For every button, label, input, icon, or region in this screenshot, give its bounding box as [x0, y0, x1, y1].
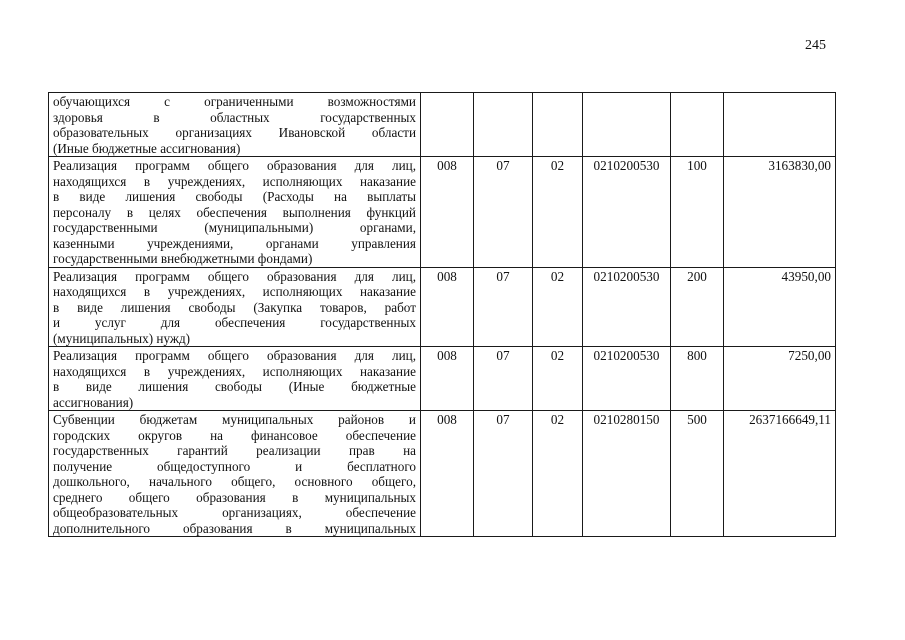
description-cell: [49, 411, 421, 537]
description-line: казенными учреждениями, органами управления: [53, 235, 416, 251]
section-code-cell: 07: [474, 411, 533, 537]
description-line: Реализация программ общего образования для лиц,: [53, 268, 416, 284]
description-line: персоналу в целях обеспечения выполнения функций: [53, 204, 416, 220]
expense-type-cell: 800: [671, 347, 724, 411]
subsection-code-cell: 02: [533, 411, 583, 537]
section-code-cell: 07: [474, 157, 533, 268]
description-line: находящихся в учреждениях, исполняющих наказание: [53, 363, 416, 379]
table-row: [49, 347, 836, 411]
description-line: общеобразовательных организациях, обеспечение: [53, 505, 416, 520]
description-line: Реализация программ общего образования для лиц,: [53, 158, 416, 173]
description-line: здоровья в областных государственных: [53, 109, 416, 125]
amount-cell: 2637166649,11: [724, 411, 836, 537]
expense-type-cell: 200: [671, 267, 724, 347]
ministry-code-cell: [421, 93, 474, 157]
subsection-code-cell: 02: [533, 347, 583, 411]
description-line: находящихся в учреждениях, исполняющих наказание: [53, 173, 416, 189]
target-article-cell: [583, 93, 671, 157]
description-line: городских округов на финансовое обеспечение: [53, 427, 416, 443]
description-line: ассигнования): [53, 394, 134, 410]
subsection-code-cell: 02: [533, 267, 583, 347]
expense-type-cell: [671, 93, 724, 157]
description-line: получение общедоступного и бесплатного: [53, 458, 416, 474]
ministry-code-cell: 008: [421, 267, 474, 347]
expense-type-cell: 500: [671, 411, 724, 537]
table-row: [49, 157, 836, 268]
description-line: Субвенции бюджетам муниципальных районов и: [53, 412, 416, 427]
amount-cell: [724, 93, 836, 157]
budget-table-body: [49, 93, 836, 537]
target-article-cell: 0210200530: [583, 157, 671, 268]
section-code-cell: 07: [474, 347, 533, 411]
description-line: Реализация программ общего образования для лиц,: [53, 348, 416, 363]
table-row: [49, 411, 836, 537]
description-cell: [49, 347, 421, 411]
description-line: среднего общего образования в муниципальных: [53, 489, 416, 505]
description-line: обучающихся с ограниченными возможностями: [53, 94, 416, 109]
description-line: (Иные бюджетные ассигнования): [53, 140, 241, 156]
description-line: находящихся в учреждениях, исполняющих наказание: [53, 284, 416, 299]
description-cell: [49, 157, 421, 268]
section-code-cell: 07: [474, 267, 533, 347]
description-line: государственными (муниципальными) органами,: [53, 220, 416, 235]
subsection-code-cell: [533, 93, 583, 157]
target-article-cell: 0210280150: [583, 411, 671, 537]
description-line: в виде лишения свободы (Иные бюджетные: [53, 379, 416, 394]
table-row: [49, 267, 836, 347]
section-code-cell: [474, 93, 533, 157]
table-row: [49, 93, 836, 157]
description-line: образовательных организациях Ивановской области: [53, 125, 416, 140]
target-article-cell: 0210200530: [583, 267, 671, 347]
description-line: дошкольного, начального общего, основного общего,: [53, 474, 416, 489]
amount-cell: 3163830,00: [724, 157, 836, 268]
amount-cell: 7250,00: [724, 347, 836, 411]
description-cell: [49, 93, 421, 157]
target-article-cell: 0210200530: [583, 347, 671, 411]
expense-type-cell: 100: [671, 157, 724, 268]
description-line: государственными внебюджетными фондами): [53, 251, 313, 266]
ministry-code-cell: 008: [421, 347, 474, 411]
budget-table: [48, 92, 836, 537]
page-number: 245: [805, 38, 826, 53]
description-cell: [49, 267, 421, 347]
description-line: и услуг для обеспечения государственных: [53, 315, 416, 330]
description-line: дополнительного образования в муниципальных: [53, 520, 416, 536]
description-line: в виде лишения свободы (Закупка товаров, работ: [53, 299, 416, 315]
description-line: в виде лишения свободы (Расходы на выплаты: [53, 189, 416, 204]
amount-cell: 43950,00: [724, 267, 836, 347]
description-line: (муниципальных) нужд): [53, 330, 191, 346]
ministry-code-cell: 008: [421, 411, 474, 537]
ministry-code-cell: 008: [421, 157, 474, 268]
subsection-code-cell: 02: [533, 157, 583, 268]
description-line: государственных гарантий реализации прав на: [53, 443, 416, 458]
